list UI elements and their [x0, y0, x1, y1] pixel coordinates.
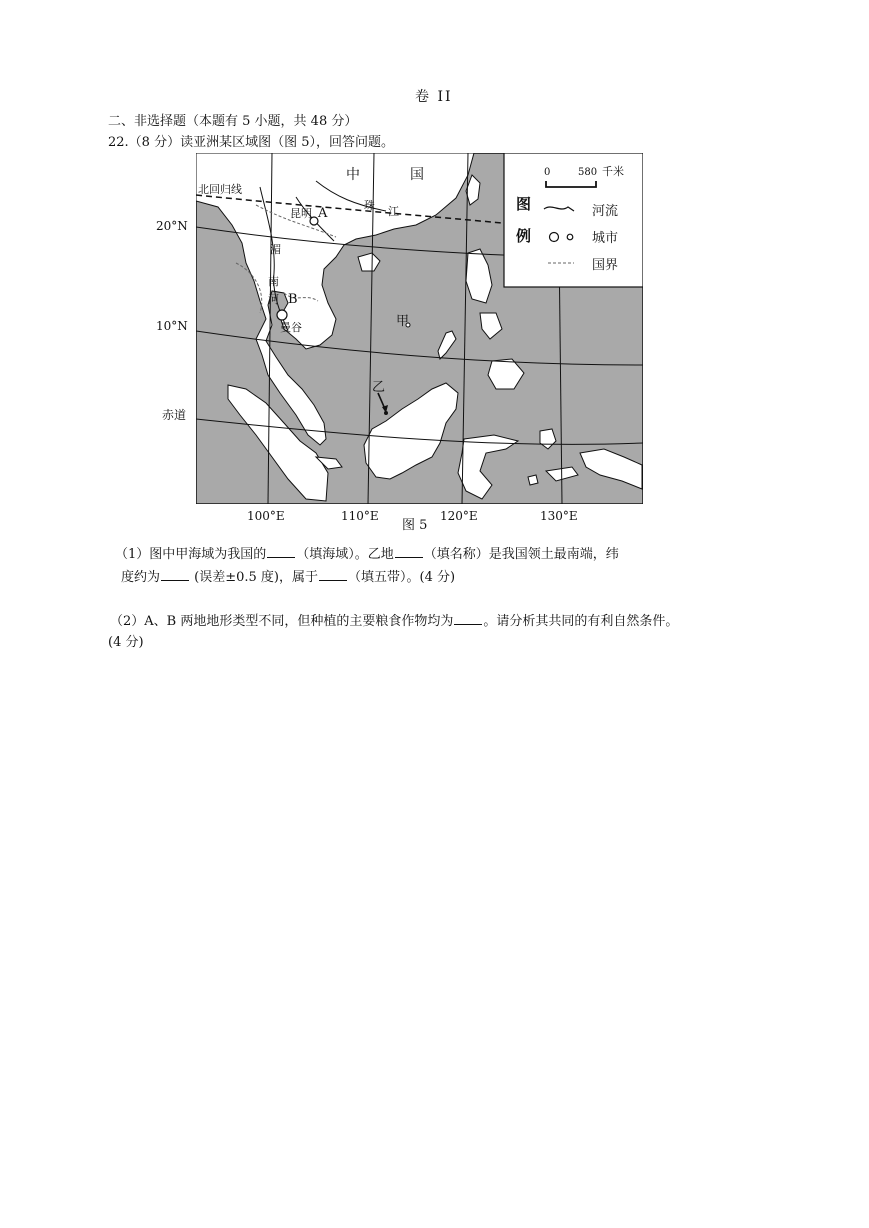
section-intro: 二、非选择题（本题有 5 小题，共 48 分）: [108, 114, 358, 129]
label-point-b: B: [288, 292, 298, 307]
label-jiang: 江: [388, 205, 399, 218]
answer-blank-zone[interactable]: [319, 568, 347, 581]
label-mekong-3: 河: [268, 293, 279, 306]
label-yi: 乙: [372, 380, 386, 395]
label-mekong-1: 湄: [270, 243, 281, 256]
sq2-text-a: （2）A、B 两地地形类型不同，但种植的主要粮食作物均为: [110, 614, 454, 629]
sq1-text-c: （填名称）是我国领土最南端，纬: [423, 547, 619, 562]
sq1-text-b: （填海域）。乙地: [296, 547, 394, 562]
section-header: 卷 II: [415, 89, 453, 105]
label-china-2: 国: [410, 167, 424, 183]
lat-label-20n: 20°N: [156, 219, 188, 233]
small-island-1: [528, 475, 538, 485]
sq1-text-d: 度约为: [121, 570, 161, 585]
sq2-text-b: 。请分析其共同的有利自然条件。: [483, 614, 679, 629]
label-bangkok: 曼谷: [280, 321, 302, 334]
label-tropic: 北回归线: [198, 183, 242, 196]
subquestion-1-line-2: [121, 568, 455, 586]
legend-city: 城市: [592, 231, 619, 246]
lat-label-equator: 赤道: [162, 408, 187, 422]
answer-blank-place[interactable]: [395, 545, 423, 558]
subquestion-2-line-1: [110, 612, 678, 630]
label-zhu: 珠: [364, 199, 375, 212]
sq1-text-f: （填五带）。(4 分): [348, 570, 456, 585]
answer-blank-crop[interactable]: [454, 612, 482, 625]
sq1-text-e: (误差±0.5 度)，属于: [190, 570, 318, 585]
question-stem: 22.（8 分）读亚洲某区域图（图 5），回答问题。: [108, 135, 394, 150]
label-point-a: A: [318, 206, 328, 221]
bangkok-city: [277, 310, 287, 320]
answer-blank-latitude[interactable]: [161, 568, 189, 581]
map-legend: [504, 153, 643, 287]
legend-city-large: [550, 233, 559, 242]
legend-scale-value: 580: [578, 167, 598, 178]
lon-label-110e: 110°E: [341, 509, 379, 523]
answer-blank-sea[interactable]: [267, 545, 295, 558]
lon-label-120e: 120°E: [440, 509, 478, 523]
legend-scale-zero: 0: [544, 167, 551, 178]
lon-label-130e: 130°E: [540, 509, 578, 523]
subquestion-2-line-2: (4 分): [108, 635, 144, 650]
label-jia: 甲: [396, 314, 410, 329]
region-map: [196, 153, 643, 504]
legend-scale-unit: 千米: [602, 165, 624, 178]
label-kunming: 昆明: [290, 207, 312, 220]
legend-title-1: 图: [516, 195, 532, 213]
subquestion-1-line-1: [115, 545, 619, 563]
lat-label-10n: 10°N: [156, 319, 188, 333]
legend-title-2: 例: [516, 227, 532, 245]
legend-border: 国界: [592, 258, 619, 273]
lon-label-100e: 100°E: [247, 509, 285, 523]
label-china: 中: [346, 167, 360, 183]
legend-city-small: [567, 234, 573, 240]
label-mekong-2: 南: [268, 275, 279, 288]
legend-river: 河流: [592, 204, 619, 219]
sq1-text-a: （1）图中甲海域为我国的: [115, 547, 267, 562]
figure-caption: 图 5: [402, 518, 428, 533]
